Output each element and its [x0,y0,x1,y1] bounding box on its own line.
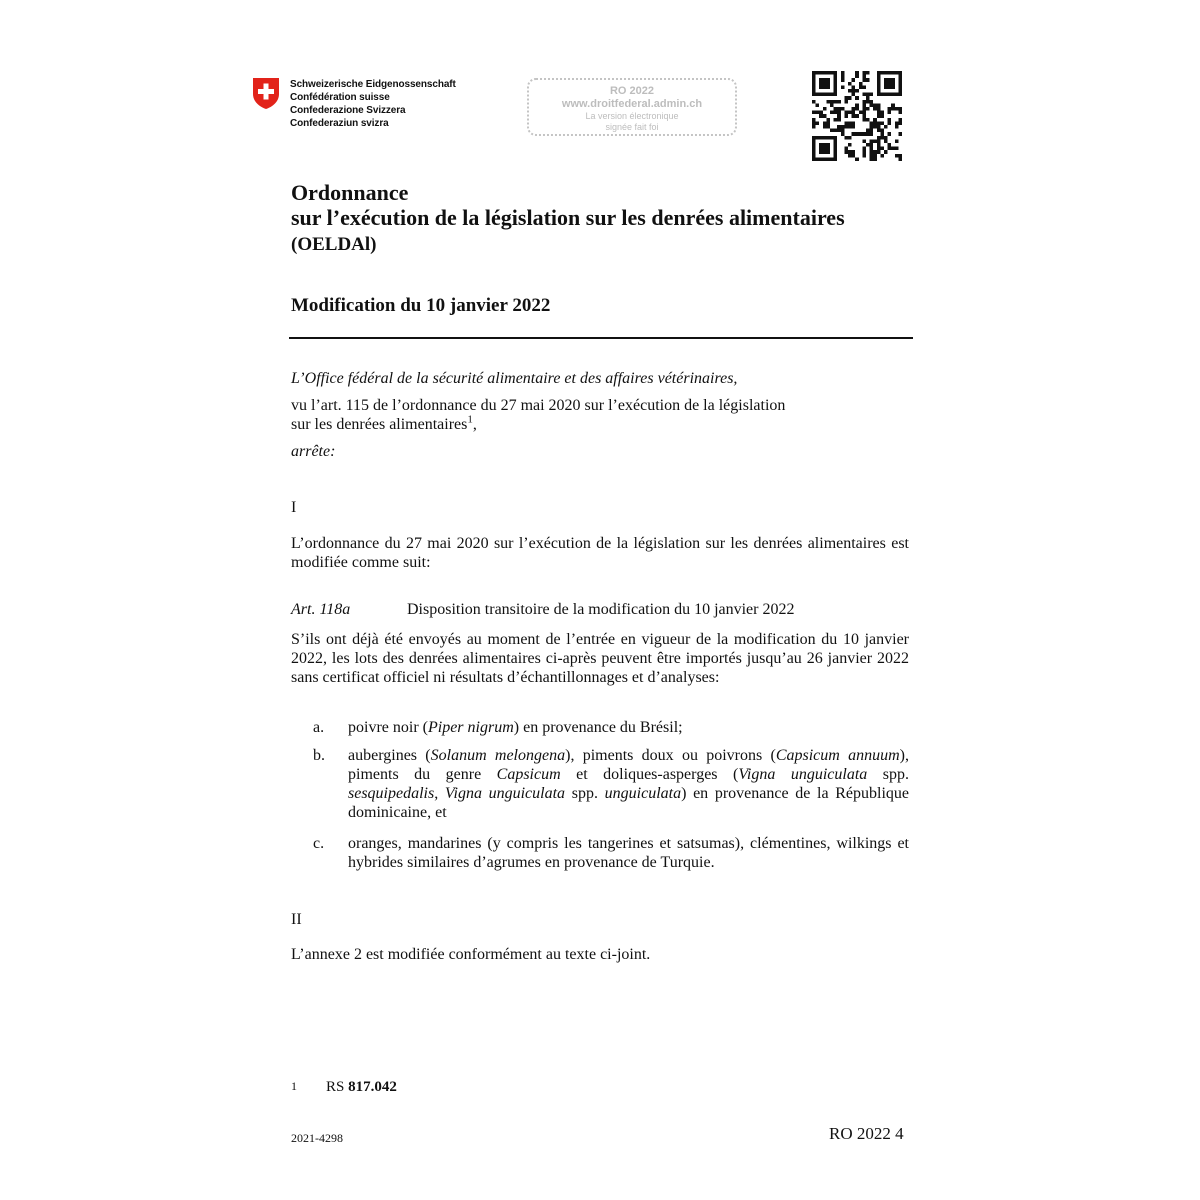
species-name: Solanum melongena [430,747,566,764]
section-1-intro: L’ordonnance du 27 mai 2020 sur l’exécution de la législation sur les denrées alimentaires est modifiée comme suit: [291,535,909,571]
species-name: Vigna unguiculata [444,785,566,802]
list-item-letter: b. [313,747,325,764]
article-number: Art. 118a [291,601,351,618]
list-item [291,718,909,737]
section-2-text: L’annexe 2 est modifiée conformément au texte ci-joint. [291,946,651,963]
list-item [291,746,909,822]
text-run: ) en provenance du Brésil; [513,719,683,736]
preamble-authority: L’Office fédéral de la sécurité alimentaire et des affaires vétérinaires, [291,370,738,387]
text-run: et doliques-asperges ( [560,766,739,783]
footnote-ref[interactable]: 1 [467,413,473,426]
swiss-cross-shield-icon [252,77,280,110]
preamble-basis-line-1: vu l’art. 115 de l’ordonnance du 27 mai 2020 sur l’exécution de la législation [291,397,786,414]
title-line-1: Ordonnance [291,180,409,205]
preamble-basis-end: , [472,416,477,433]
qr-code-icon [812,71,902,161]
text-run: ) en provenance de la République dominicaine, et [348,785,910,821]
modification-date: Modification du 10 janvier 2022 [291,295,551,316]
text-run: ), piments du genre [348,747,909,783]
text-run: spp. [867,766,909,783]
preamble-basis-line-2 [291,415,909,434]
footnote [291,1079,397,1096]
species-name: Piper nigrum [427,719,514,736]
title-divider [289,337,913,339]
list-item-text [348,746,909,822]
list-item-letter: c. [313,835,325,852]
title-line-2: sur l’exécution de la législation sur les denrées alimentaires [291,205,845,230]
article-heading [291,601,794,619]
stamp-ro: RO 2022 [609,85,655,97]
stamp-url: www.droitfederal.admin.ch [561,98,703,110]
text-run: spp. [565,785,605,802]
text-run: , [434,785,445,802]
article-title: Disposition transitoire de la modification du 10 janvier 2022 [407,601,795,618]
confederation-line-rm: Confederaziun svizra [290,118,389,129]
page-title [291,180,845,257]
species-name: Capsicum [496,766,561,783]
preamble-basis-text: sur les denrées alimentaires [291,416,468,433]
text-run: oranges, mandarines (y compris les tangerines et satsumas), clémentines, wilkings et hybrides similaires d’agrumes en provenance de Turquie. [348,835,909,871]
preamble-decision: arrête: [291,443,336,460]
species-name: sesquipedalis [348,785,435,802]
stamp-note-2: signée fait foi [605,122,659,132]
official-compilation-ref: RO 2022 4 [829,1124,904,1143]
text-run: aubergines ( [348,747,431,764]
article-text: S’ils ont déjà été envoyés au moment de l’entrée en vigueur de la modification du 10 janvier 2022, les lots des denrées alimentaires ci-après peuvent être importés jusqu’au 26 janvier 2022 sans certificat officiel ni résultats d’échantillonnages et d’analyses: [291,631,909,686]
stamp-note-1: La version électronique [585,111,679,121]
text-run: ), piments doux ou poivrons ( [565,747,776,764]
title-abbreviation: (OELDAl) [291,234,377,255]
confederation-line-de: Schweizerische Eidgenossenschaft [290,79,456,90]
footnote-prefix: RS [326,1079,349,1095]
confederation-names [290,78,456,130]
text-run: poivre noir ( [348,719,428,736]
species-name: Vigna unguiculata [738,766,868,783]
species-name: Capsicum annuum [775,747,900,764]
section-2-numeral: II [291,911,302,928]
list-item [291,834,909,872]
confederation-line-it: Confederazione Svizzera [290,105,406,116]
list-item-text [348,834,909,872]
list-item-text [348,718,909,737]
section-1-numeral: I [291,499,297,516]
document-number: 2021-4298 [291,1131,343,1145]
species-name: unguiculata [604,785,682,802]
confederation-line-fr: Confédération suisse [290,92,390,103]
footnote-reference: 817.042 [348,1079,397,1095]
list-item-letter: a. [313,719,325,736]
footnote-number: 1 [291,1079,297,1093]
official-version-stamp [527,78,737,136]
preamble-basis [291,396,909,434]
